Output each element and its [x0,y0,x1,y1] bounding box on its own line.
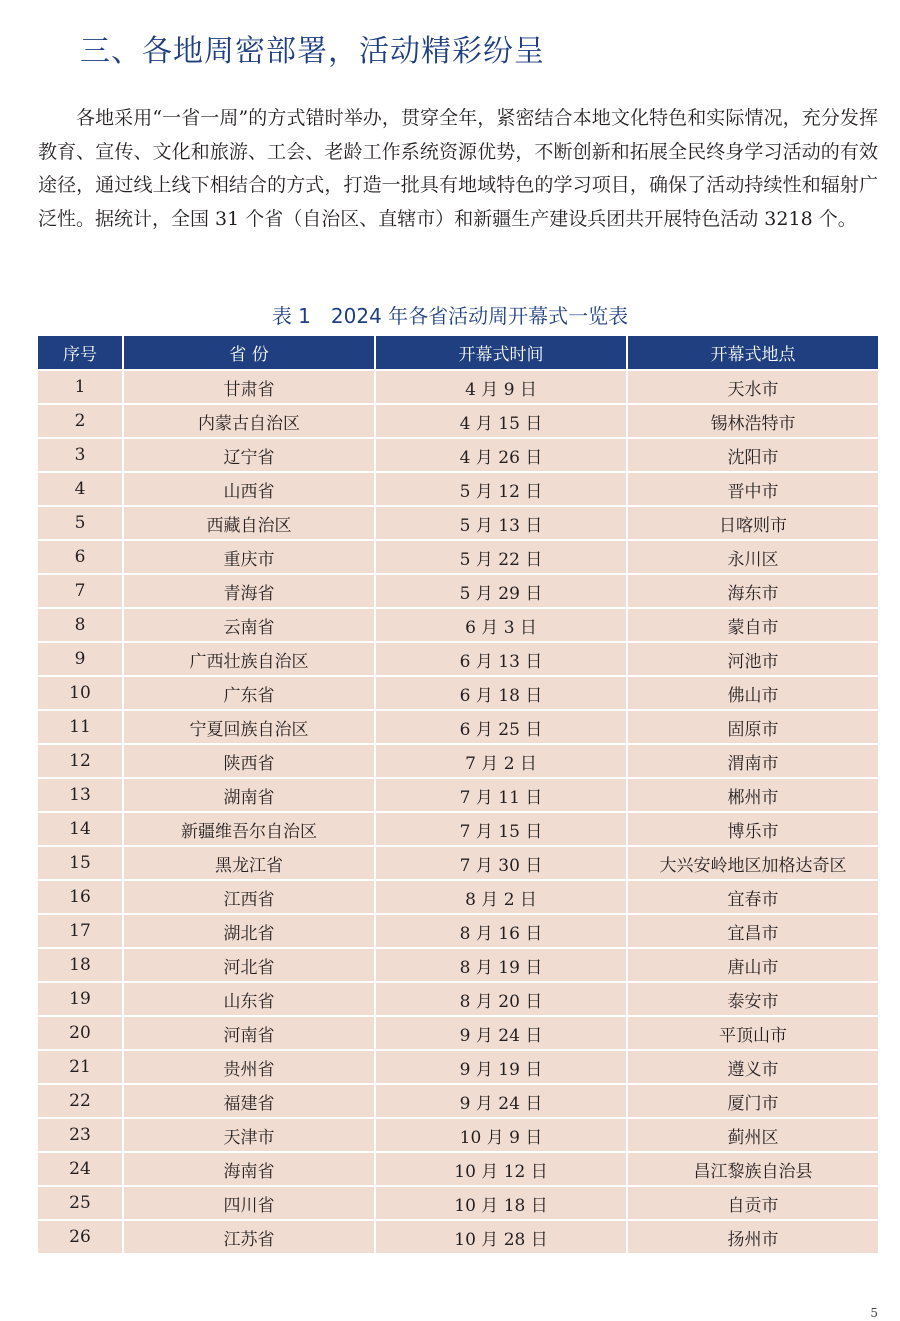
cell-date: 5 月 12 日 [375,472,627,506]
header-location: 开幕式地点 [627,336,878,370]
cell-date: 4 月 26 日 [375,438,627,472]
cell-location: 海东市 [627,574,878,608]
cell-date: 5 月 13 日 [375,506,627,540]
body-paragraph: 各地采用“一省一周”的方式错时举办，贯穿全年，紧密结合本地文化特色和实际情况，充分发挥教育、宣传、文化和旅游、工会、老龄工作系统资源优势，不断创新和拓展全民终身学习活动的有效途径，通过线上线下相结合的方式，打造一批具有地域特色的学习项目，确保了活动持续性和辐射广泛性。据统计，全国 31 个省（自治区、直辖市）和新疆生产建设兵团共开展特色活动 3218 个。 [38,107,878,230]
cell-province: 广东省 [123,676,375,710]
cell-province: 广西壮族自治区 [123,642,375,676]
cell-province: 四川省 [123,1186,375,1220]
table-row [38,914,878,948]
cell-location: 扬州市 [627,1220,878,1254]
cell-province: 青海省 [123,574,375,608]
cell-location: 河池市 [627,642,878,676]
cell-index: 24 [38,1152,123,1186]
cell-province: 天津市 [123,1118,375,1152]
cell-location: 遵义市 [627,1050,878,1084]
cell-index: 14 [38,812,123,846]
table-row [38,846,878,880]
cell-date: 10 月 28 日 [375,1220,627,1254]
cell-date: 9 月 24 日 [375,1084,627,1118]
table-row [38,1152,878,1186]
cell-location: 佛山市 [627,676,878,710]
cell-date: 9 月 24 日 [375,1016,627,1050]
section-title: 三、各地周密部署，活动精彩纷呈 [80,34,545,69]
opening-ceremony-table [38,336,878,1255]
cell-index: 23 [38,1118,123,1152]
table-row [38,370,878,404]
cell-location: 宜春市 [627,880,878,914]
cell-date: 7 月 30 日 [375,846,627,880]
cell-province: 陕西省 [123,744,375,778]
cell-index: 8 [38,608,123,642]
cell-province: 宁夏回族自治区 [123,710,375,744]
cell-date: 9 月 19 日 [375,1050,627,1084]
cell-index: 6 [38,540,123,574]
cell-date: 8 月 19 日 [375,948,627,982]
table-row [38,948,878,982]
cell-province: 河北省 [123,948,375,982]
cell-province: 内蒙古自治区 [123,404,375,438]
cell-location: 郴州市 [627,778,878,812]
cell-date: 6 月 25 日 [375,710,627,744]
cell-index: 2 [38,404,123,438]
table-row [38,404,878,438]
cell-province: 湖北省 [123,914,375,948]
cell-index: 21 [38,1050,123,1084]
cell-index: 7 [38,574,123,608]
cell-date: 7 月 15 日 [375,812,627,846]
cell-date: 8 月 2 日 [375,880,627,914]
cell-location: 昌江黎族自治县 [627,1152,878,1186]
cell-province: 山东省 [123,982,375,1016]
cell-province: 贵州省 [123,1050,375,1084]
cell-index: 13 [38,778,123,812]
cell-location: 厦门市 [627,1084,878,1118]
cell-index: 19 [38,982,123,1016]
header-date: 开幕式时间 [375,336,627,370]
cell-location: 固原市 [627,710,878,744]
cell-index: 3 [38,438,123,472]
cell-date: 10 月 9 日 [375,1118,627,1152]
cell-index: 11 [38,710,123,744]
cell-index: 1 [38,370,123,404]
cell-province: 甘肃省 [123,370,375,404]
cell-province: 新疆维吾尔自治区 [123,812,375,846]
table-row [38,676,878,710]
table-row [38,744,878,778]
cell-date: 8 月 20 日 [375,982,627,1016]
header-index: 序号 [38,336,123,370]
cell-province: 云南省 [123,608,375,642]
table-header-row [38,336,878,370]
data-table [38,336,878,1255]
table-row [38,880,878,914]
cell-province: 江西省 [123,880,375,914]
cell-index: 5 [38,506,123,540]
cell-province: 福建省 [123,1084,375,1118]
cell-location: 蓟州区 [627,1118,878,1152]
table-row [38,1050,878,1084]
cell-date: 5 月 29 日 [375,574,627,608]
cell-date: 6 月 13 日 [375,642,627,676]
cell-date: 6 月 3 日 [375,608,627,642]
table-row [38,1016,878,1050]
cell-date: 6 月 18 日 [375,676,627,710]
cell-index: 22 [38,1084,123,1118]
table-row [38,1186,878,1220]
table-row [38,710,878,744]
table-row [38,1118,878,1152]
cell-location: 渭南市 [627,744,878,778]
table-row [38,540,878,574]
cell-date: 7 月 2 日 [375,744,627,778]
cell-index: 16 [38,880,123,914]
cell-index: 26 [38,1220,123,1254]
cell-province: 海南省 [123,1152,375,1186]
cell-index: 17 [38,914,123,948]
table-caption: 表 1 2024 年各省活动周开幕式一览表 [271,304,629,328]
cell-index: 20 [38,1016,123,1050]
header-province: 省 份 [123,336,375,370]
table-row [38,608,878,642]
table-row [38,982,878,1016]
table-row [38,438,878,472]
page-number: 5 [870,1306,878,1320]
cell-location: 自贡市 [627,1186,878,1220]
table-body [38,370,878,1254]
cell-province: 湖南省 [123,778,375,812]
cell-index: 18 [38,948,123,982]
cell-location: 沈阳市 [627,438,878,472]
cell-location: 大兴安岭地区加格达奇区 [627,846,878,880]
cell-date: 8 月 16 日 [375,914,627,948]
table-row [38,642,878,676]
cell-province: 重庆市 [123,540,375,574]
cell-location: 永川区 [627,540,878,574]
cell-province: 辽宁省 [123,438,375,472]
cell-index: 9 [38,642,123,676]
cell-index: 12 [38,744,123,778]
cell-location: 晋中市 [627,472,878,506]
cell-date: 5 月 22 日 [375,540,627,574]
cell-province: 黑龙江省 [123,846,375,880]
cell-location: 平顶山市 [627,1016,878,1050]
cell-location: 唐山市 [627,948,878,982]
cell-province: 山西省 [123,472,375,506]
cell-province: 河南省 [123,1016,375,1050]
cell-location: 博乐市 [627,812,878,846]
cell-location: 宜昌市 [627,914,878,948]
cell-date: 10 月 18 日 [375,1186,627,1220]
cell-index: 25 [38,1186,123,1220]
cell-index: 15 [38,846,123,880]
cell-date: 4 月 9 日 [375,370,627,404]
table-row [38,1084,878,1118]
cell-location: 泰安市 [627,982,878,1016]
cell-location: 锡林浩特市 [627,404,878,438]
cell-date: 7 月 11 日 [375,778,627,812]
table-row [38,812,878,846]
cell-location: 蒙自市 [627,608,878,642]
cell-date: 10 月 12 日 [375,1152,627,1186]
cell-location: 天水市 [627,370,878,404]
table-row [38,1220,878,1254]
cell-index: 4 [38,472,123,506]
cell-province: 西藏自治区 [123,506,375,540]
cell-province: 江苏省 [123,1220,375,1254]
table-row [38,778,878,812]
cell-index: 10 [38,676,123,710]
table-row [38,574,878,608]
table-row [38,472,878,506]
cell-location: 日喀则市 [627,506,878,540]
cell-date: 4 月 15 日 [375,404,627,438]
table-row [38,506,878,540]
